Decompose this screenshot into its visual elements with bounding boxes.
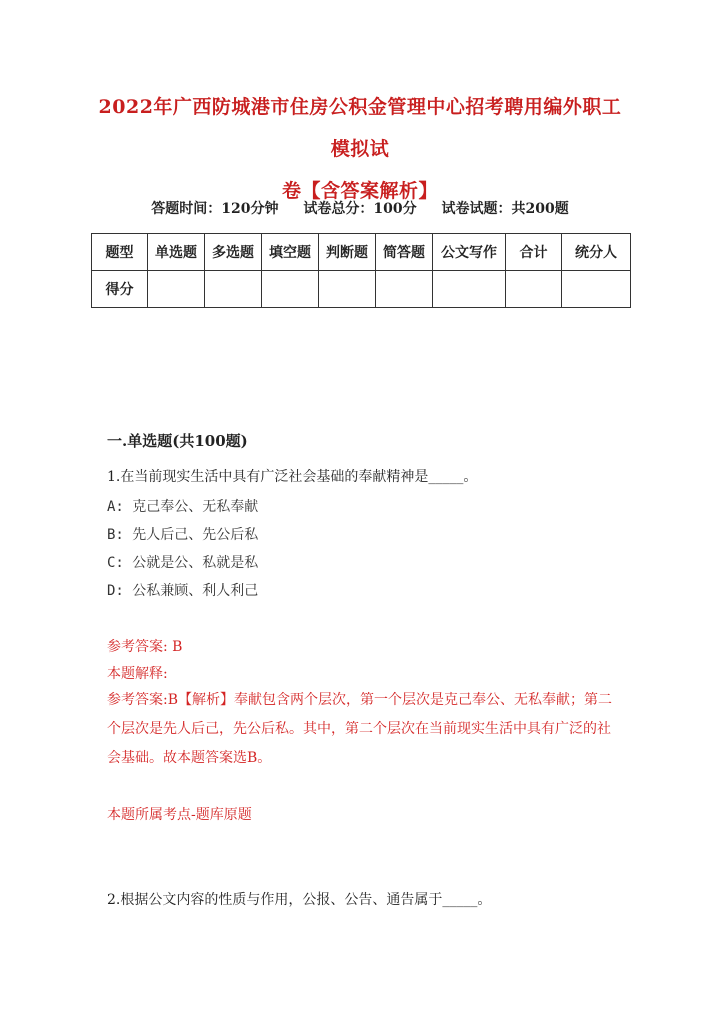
score-cell[interactable] [506, 271, 562, 308]
option-text: 先人后己、先公后私 [132, 527, 259, 543]
option-b [107, 524, 258, 544]
header-cell: 填空题 [262, 234, 319, 271]
question-source: 本题所属考点-题库原题 [107, 807, 252, 823]
question-1-text: 1.在当前现实生活中具有广泛社会基础的奉献精神是_____。 [107, 469, 478, 485]
explanation-text: 参考答案:B【解析】奉献包含两个层次，第一个层次是克己奉公、无私奉献；第二个层次是先人后己，先公后私。其中，第二个层次在当前现实生活中具有广泛的社会基础。故本题答案选B。 [107, 692, 613, 766]
title-line-1: 2022年广西防城港市住房公积金管理中心招考聘用编外职工模拟试 [98, 96, 622, 160]
score-cell[interactable] [376, 271, 433, 308]
title-line-2: 卷【含答案解析】 [281, 180, 438, 202]
score-cell[interactable] [205, 271, 262, 308]
score-table-score-row [92, 271, 631, 308]
header-cell: 单选题 [148, 234, 205, 271]
option-text: 克己奉公、无私奉献 [132, 499, 259, 515]
document-title [96, 86, 624, 212]
option-text: 公私兼顾、利人利己 [132, 583, 259, 599]
score-cell[interactable] [319, 271, 376, 308]
exam-question-count: 试卷试题：共200题 [441, 201, 569, 217]
header-cell: 统分人 [562, 234, 631, 271]
header-cell: 题型 [92, 234, 148, 271]
section-title: 一.单选题(共100题) [107, 432, 248, 450]
explanation-label: 本题解释: [107, 666, 168, 682]
exam-total-score: 试卷总分：100分 [303, 201, 417, 217]
question-2-text: 2.根据公文内容的性质与作用，公报、公告、通告属于_____。 [107, 892, 492, 908]
row-label: 得分 [92, 271, 148, 308]
option-a [107, 496, 258, 516]
option-c [107, 552, 258, 572]
option-letter: A: [107, 499, 124, 515]
option-letter: C: [107, 555, 124, 571]
header-cell: 多选题 [205, 234, 262, 271]
score-cell[interactable] [433, 271, 506, 308]
option-letter: D: [107, 583, 124, 599]
exam-meta [0, 198, 720, 218]
answer-line: 参考答案: B [107, 639, 183, 655]
score-cell[interactable] [262, 271, 319, 308]
score-table [91, 233, 631, 308]
header-cell: 简答题 [376, 234, 433, 271]
header-cell: 判断题 [319, 234, 376, 271]
exam-time: 答题时间：120分钟 [151, 201, 279, 217]
score-table-header-row [92, 234, 631, 271]
score-cell[interactable] [562, 271, 631, 308]
header-cell: 合计 [506, 234, 562, 271]
option-text: 公就是公、私就是私 [132, 555, 259, 571]
option-d [107, 580, 258, 600]
option-letter: B: [107, 527, 124, 543]
header-cell: 公文写作 [433, 234, 506, 271]
score-cell[interactable] [148, 271, 205, 308]
